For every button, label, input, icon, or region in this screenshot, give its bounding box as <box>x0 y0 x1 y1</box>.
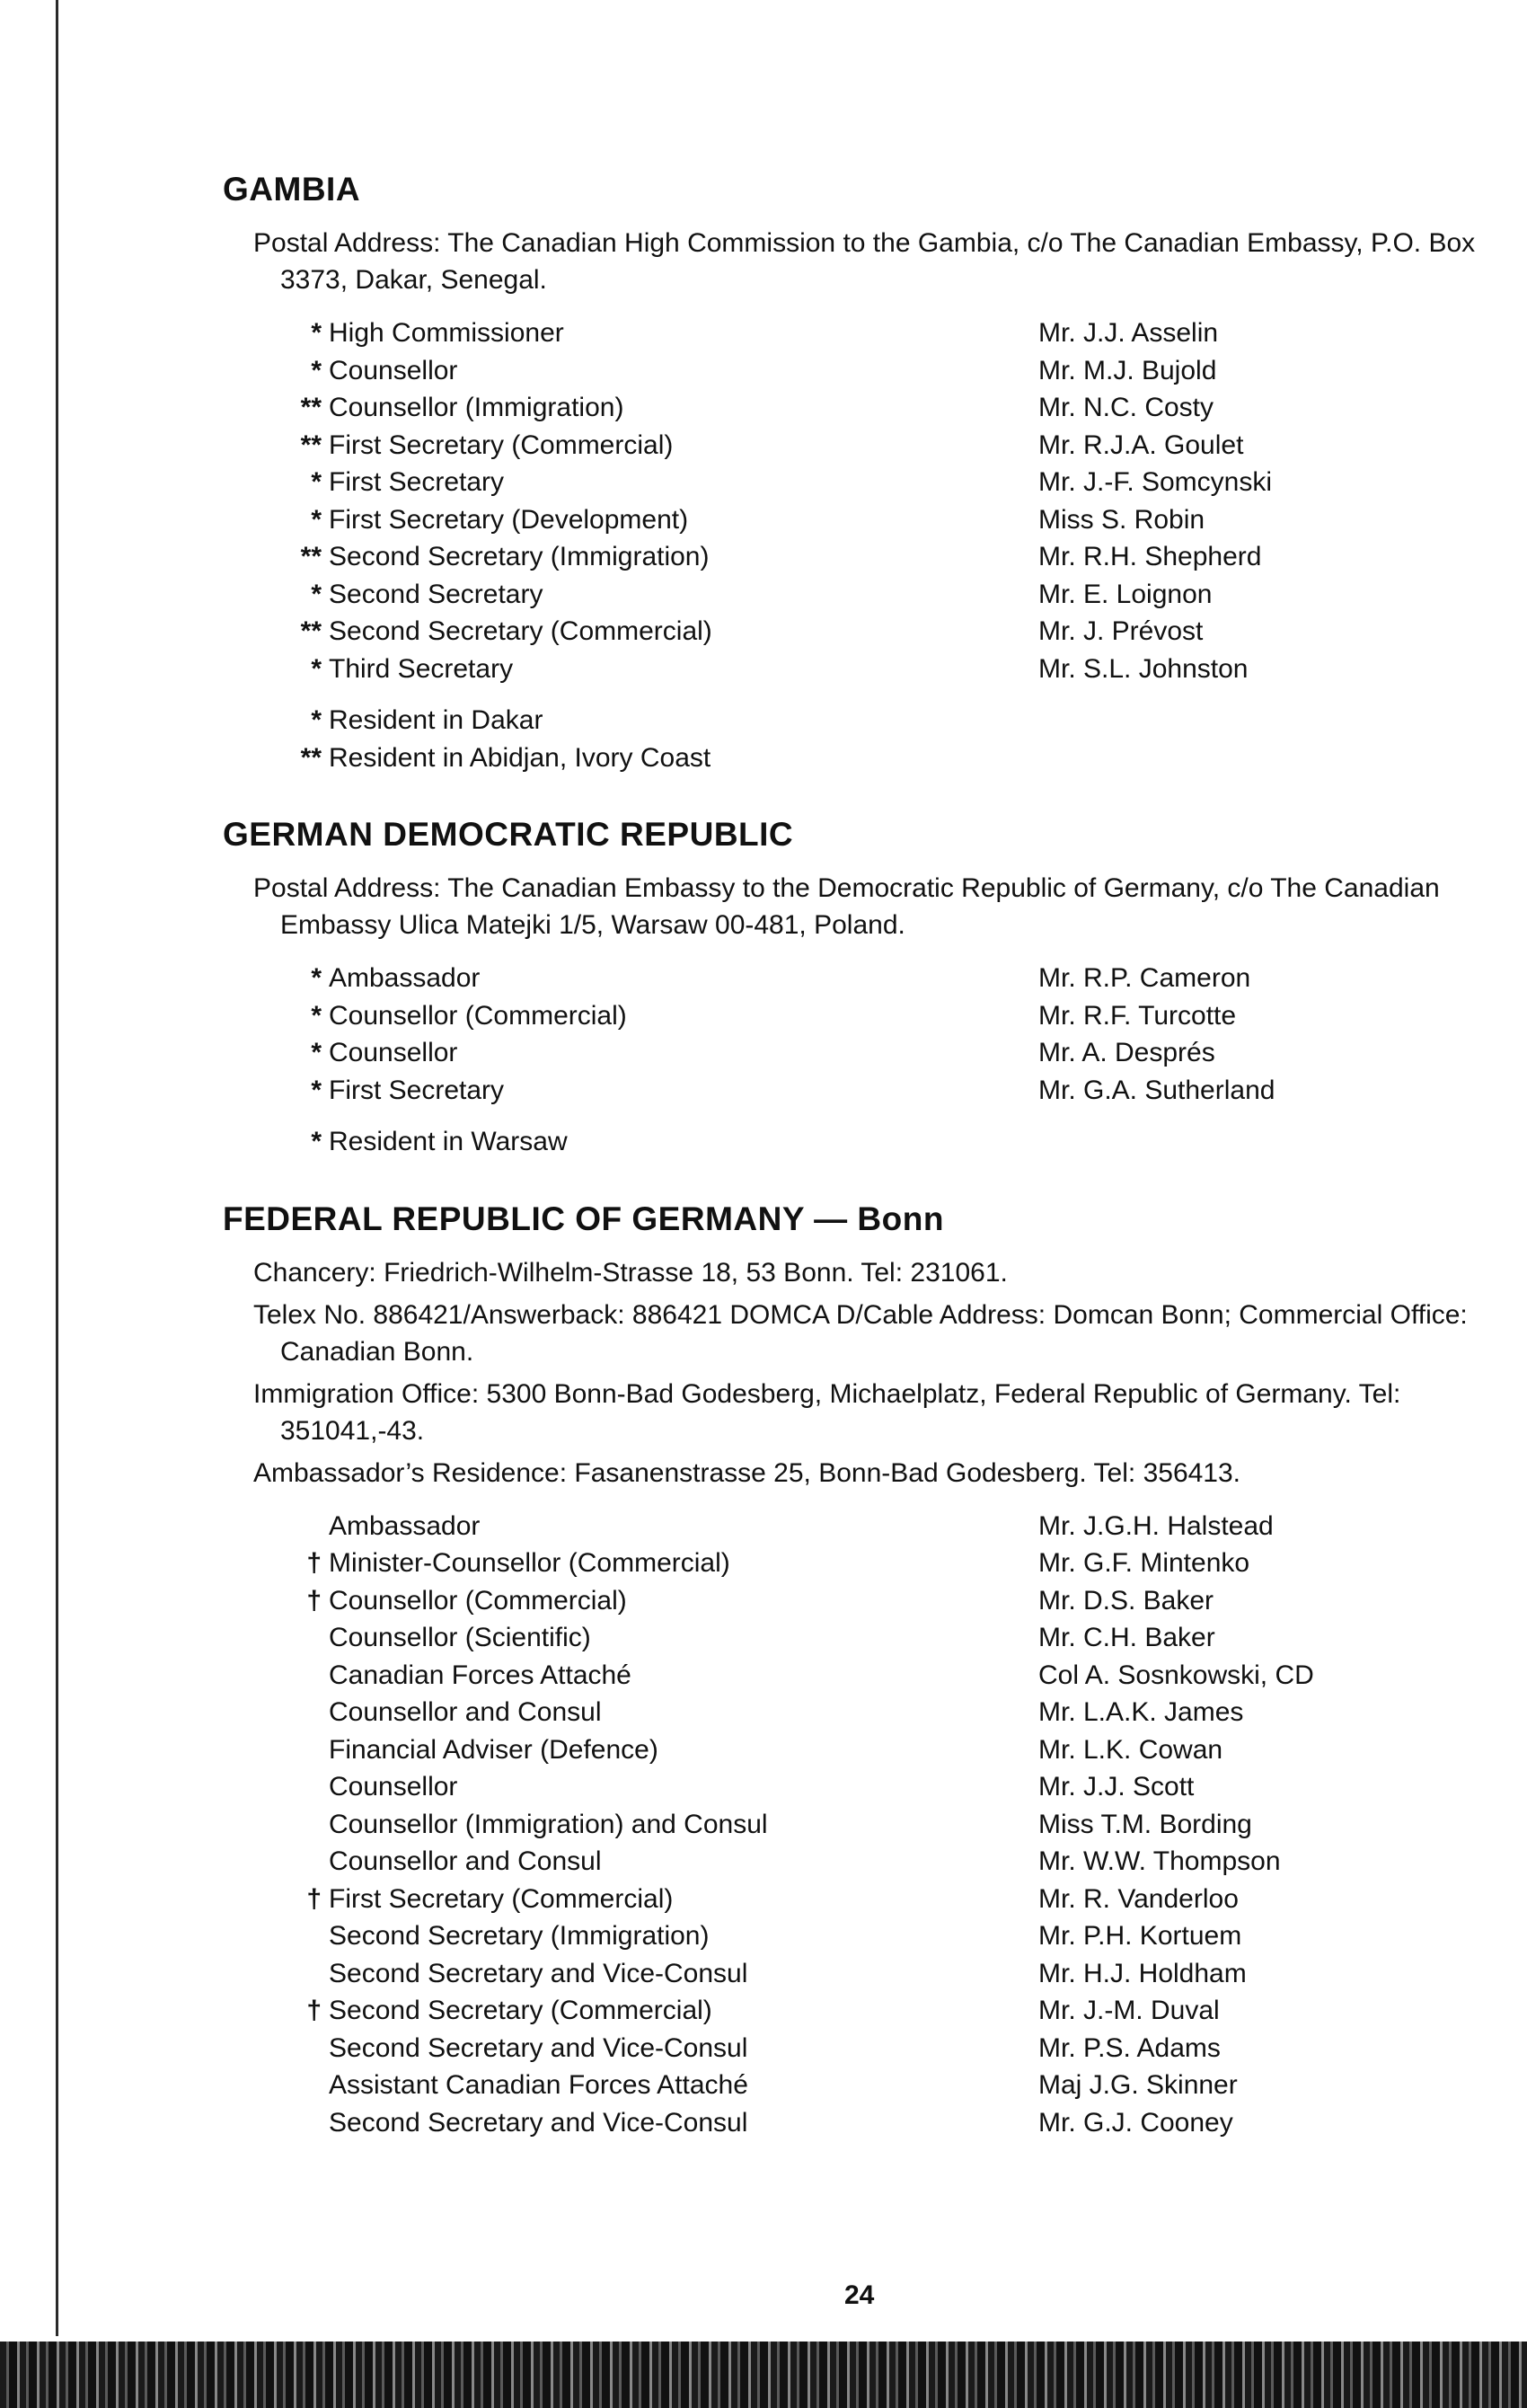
staff-row <box>223 1768 1498 1806</box>
staff-row <box>223 1881 1498 1918</box>
position-title: Canadian Forces Attaché <box>329 1660 631 1690</box>
footnote-row <box>223 702 1498 739</box>
footnote-mark: * <box>311 504 322 535</box>
staff-name: Mr. M.J. Bujold <box>1038 355 1217 385</box>
position-title: First Secretary <box>329 1075 505 1105</box>
position-title: Counsellor <box>329 1038 458 1067</box>
footnote-row <box>223 739 1498 777</box>
staff-row <box>223 1619 1498 1657</box>
staff-name: Mr. G.F. Mintenko <box>1038 1548 1250 1578</box>
staff-name: Mr. R.P. Cameron <box>1038 963 1251 993</box>
staff-row <box>223 501 1498 539</box>
footnote-mark: ** <box>300 429 322 460</box>
staff-name: Mr. G.J. Cooney <box>1038 2107 1233 2138</box>
footnote-mark: ** <box>300 393 322 422</box>
staff-row <box>223 1843 1498 1881</box>
address-line: Postal Address: The Canadian High Commission to the Gambia, c/o The Canadian Embassy, P.O. Box 3373, Dakar, Senegal. <box>253 228 1476 295</box>
staff-name: Mr. C.H. Baker <box>1038 1623 1215 1652</box>
staff-row <box>223 1806 1498 1844</box>
footnote-mark <box>223 1955 329 1993</box>
staff-name: Mr. A. Després <box>1038 1038 1215 1067</box>
position-title: Second Secretary and Vice-Consul <box>329 1958 748 1988</box>
position-title: Counsellor (Commercial) <box>329 1000 627 1031</box>
staff-row <box>223 2104 1498 2142</box>
footnotes <box>223 702 1498 776</box>
left-margin-rule <box>56 0 58 2336</box>
footnote-mark: † <box>306 1883 322 1914</box>
staff-row <box>223 1072 1498 1110</box>
staff-list <box>223 1508 1498 2142</box>
footnote-mark <box>223 1731 329 1769</box>
footnote-mark <box>223 2104 329 2142</box>
footnote-mark: * <box>311 1075 322 1105</box>
footnote-mark: * <box>311 963 322 993</box>
footnote-mark: * <box>311 467 322 497</box>
staff-row <box>223 1955 1498 1993</box>
scan-edge-band <box>0 2342 1527 2408</box>
staff-row <box>223 1917 1498 1955</box>
staff-name: Mr. P.H. Kortuem <box>1038 1921 1242 1951</box>
footnote-mark: * <box>311 1127 322 1156</box>
staff-row <box>223 464 1498 501</box>
staff-row <box>223 352 1498 390</box>
country-name: FEDERAL REPUBLIC OF GERMANY <box>223 1200 805 1237</box>
staff-row <box>223 427 1498 465</box>
page-number: 24 <box>844 2280 875 2310</box>
footnote-mark: * <box>311 355 322 385</box>
position-title: Minister-Counsellor (Commercial) <box>329 1548 730 1578</box>
footnote-mark: ** <box>300 616 322 646</box>
staff-row <box>223 389 1498 427</box>
staff-row <box>223 576 1498 614</box>
footnote-mark: * <box>311 1000 322 1031</box>
country-name: GAMBIA <box>223 171 361 208</box>
footnote-mark: ** <box>300 542 322 571</box>
position-title: Second Secretary <box>329 579 543 609</box>
staff-row <box>223 2067 1498 2104</box>
country-heading <box>223 171 1498 208</box>
footnote-mark <box>223 1806 329 1844</box>
staff-row <box>223 538 1498 576</box>
position-title: Assistant Canadian Forces Attaché <box>329 2070 748 2100</box>
position-title: Ambassador <box>329 963 481 993</box>
country-heading <box>223 816 1498 854</box>
country-section <box>223 171 1498 776</box>
footnote-mark <box>223 2030 329 2067</box>
country-name: GERMAN DEMOCRATIC REPUBLIC <box>223 816 794 853</box>
position-title: Second Secretary (Commercial) <box>329 616 712 646</box>
staff-row <box>223 651 1498 688</box>
position-title: Counsellor (Commercial) <box>329 1585 627 1616</box>
country-heading <box>223 1200 1498 1238</box>
position-title: Counsellor <box>329 355 458 385</box>
address-line: Ambassador’s Residence: Fasanenstrasse 25, Bonn-Bad Godesberg. Tel: 356413. <box>253 1457 1241 1488</box>
footnote-mark <box>223 1619 329 1657</box>
position-title: Financial Adviser (Defence) <box>329 1734 658 1765</box>
position-title: Counsellor (Immigration) and Consul <box>329 1809 768 1839</box>
position-title: Second Secretary and Vice-Consul <box>329 2032 748 2063</box>
staff-name: Mr. G.A. Sutherland <box>1038 1075 1275 1105</box>
city-suffix: — Bonn <box>804 1200 944 1237</box>
address-line: Chancery: Friedrich-Wilhelm-Strasse 18, 53 Bonn. Tel: 231061. <box>253 1257 1008 1288</box>
footnote-mark: * <box>311 318 322 348</box>
staff-name: Mr. J.-F. Somcynski <box>1038 467 1273 497</box>
position-title: Third Secretary <box>329 653 514 684</box>
footnote-mark <box>223 1768 329 1806</box>
country-section <box>223 1200 1498 2142</box>
footnote-mark <box>223 1657 329 1695</box>
staff-name: Miss S. Robin <box>1038 504 1205 535</box>
footnote-mark: * <box>311 653 322 684</box>
staff-name: Mr. R. Vanderloo <box>1038 1883 1239 1914</box>
position-title: Second Secretary and Vice-Consul <box>329 2107 748 2138</box>
position-title: Second Secretary (Immigration) <box>329 542 710 571</box>
staff-row <box>223 1657 1498 1695</box>
footnote-mark: ** <box>300 742 322 773</box>
staff-name: Mr. R.J.A. Goulet <box>1038 429 1244 460</box>
footnote-mark: * <box>311 705 322 735</box>
position-title: First Secretary (Commercial) <box>329 1883 674 1914</box>
position-title: Counsellor (Immigration) <box>329 393 624 422</box>
position-title: High Commissioner <box>329 318 564 348</box>
address-line: Immigration Office: 5300 Bonn-Bad Godesberg, Michaelplatz, Federal Republic of Germany. Tel: 351041,-43. <box>253 1378 1401 1446</box>
staff-name: Mr. E. Loignon <box>1038 579 1213 609</box>
footnote-mark <box>223 2067 329 2104</box>
staff-name: Mr. J.G.H. Halstead <box>1038 1510 1274 1541</box>
footnote-mark <box>223 1843 329 1881</box>
staff-name: Col A. Sosnkowski, CD <box>1038 1660 1314 1690</box>
position-title: Counsellor and Consul <box>329 1697 602 1727</box>
staff-row <box>223 960 1498 997</box>
staff-row <box>223 1731 1498 1769</box>
footnote-mark: * <box>311 1038 322 1067</box>
staff-row <box>223 1545 1498 1582</box>
staff-name: Mr. D.S. Baker <box>1038 1585 1214 1616</box>
footnote-mark: † <box>306 1996 322 2025</box>
position-title: First Secretary (Commercial) <box>329 429 674 460</box>
footnote-mark: * <box>311 579 322 609</box>
staff-name: Mr. S.L. Johnston <box>1038 653 1249 684</box>
staff-list <box>223 314 1498 687</box>
staff-list <box>223 960 1498 1109</box>
position-title: Counsellor (Scientific) <box>329 1623 591 1652</box>
staff-name: Mr. L.K. Cowan <box>1038 1734 1223 1765</box>
footnote-text: Resident in Dakar <box>329 705 543 735</box>
staff-name: Mr. N.C. Costy <box>1038 393 1214 422</box>
staff-row <box>223 613 1498 651</box>
footnotes <box>223 1123 1498 1161</box>
staff-name: Mr. J.-M. Duval <box>1038 1996 1220 2025</box>
staff-name: Mr. P.S. Adams <box>1038 2032 1221 2063</box>
staff-row <box>223 314 1498 352</box>
staff-row <box>223 1582 1498 1620</box>
address-line: Telex No. 886421/Answerback: 886421 DOMCA D/Cable Address: Domcan Bonn; Commercial Office: Canadian Bonn. <box>253 1299 1468 1367</box>
staff-name: Miss T.M. Bording <box>1038 1809 1252 1839</box>
staff-name: Mr. H.J. Holdham <box>1038 1958 1247 1988</box>
staff-name: Mr. R.F. Turcotte <box>1038 1000 1237 1031</box>
staff-name: Mr. J. Prévost <box>1038 616 1204 646</box>
staff-row <box>223 2030 1498 2067</box>
staff-row <box>223 1694 1498 1731</box>
footnote-mark <box>223 1508 329 1545</box>
address-line: Postal Address: The Canadian Embassy to the Democratic Republic of Germany, c/o The Canadian Embassy Ulica Matejki 1/5, Warsaw 00-481, Poland. <box>253 873 1440 940</box>
position-title: First Secretary <box>329 467 505 497</box>
position-title: Counsellor and Consul <box>329 1846 602 1876</box>
staff-name: Mr. J.J. Asselin <box>1038 318 1219 348</box>
footnote-mark: † <box>306 1548 322 1578</box>
footnote-text: Resident in Abidjan, Ivory Coast <box>329 742 711 773</box>
staff-row <box>223 997 1498 1035</box>
staff-name: Mr. R.H. Shepherd <box>1038 542 1262 571</box>
staff-row <box>223 1992 1498 2030</box>
staff-name: Mr. L.A.K. James <box>1038 1697 1244 1727</box>
footnote-mark: † <box>306 1585 322 1616</box>
staff-row <box>223 1034 1498 1072</box>
footnote-mark <box>223 1917 329 1955</box>
country-section <box>223 816 1498 1161</box>
footnote-mark <box>223 1694 329 1731</box>
directory-page <box>223 171 1498 2181</box>
staff-name: Mr. W.W. Thompson <box>1038 1846 1281 1876</box>
staff-row <box>223 1508 1498 1545</box>
position-title: Ambassador <box>329 1510 481 1541</box>
footnote-row <box>223 1123 1498 1161</box>
staff-name: Maj J.G. Skinner <box>1038 2070 1238 2100</box>
position-title: Second Secretary (Commercial) <box>329 1996 712 2025</box>
position-title: Second Secretary (Immigration) <box>329 1921 710 1951</box>
position-title: Counsellor <box>329 1772 458 1802</box>
staff-name: Mr. J.J. Scott <box>1038 1772 1195 1802</box>
footnote-text: Resident in Warsaw <box>329 1127 568 1156</box>
position-title: First Secretary (Development) <box>329 504 689 535</box>
